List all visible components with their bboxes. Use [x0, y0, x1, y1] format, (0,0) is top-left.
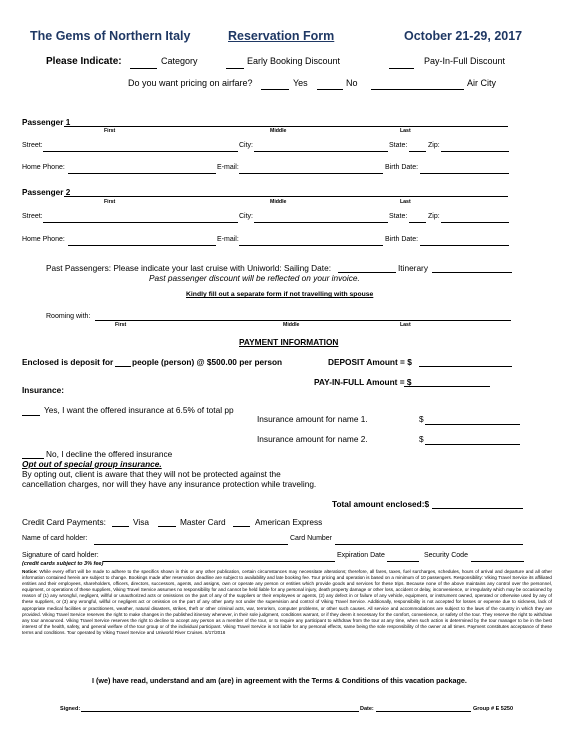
passenger2-zip-label: Zip:: [428, 213, 440, 220]
deposit-text-a: Enclosed is deposit for: [22, 357, 114, 367]
opt-out-desc-2: cancellation charges, nor will they have any insurance protection while traveling.: [22, 479, 317, 489]
credit-card-label: Credit Card Payments:: [22, 517, 106, 527]
card-signature-field[interactable]: [103, 551, 335, 562]
insurance-amount2-dollar: $: [419, 434, 424, 444]
notice-paragraph: [22, 569, 552, 636]
airfare-no-field[interactable]: [317, 79, 343, 90]
passenger1-middle-caption: Middle: [270, 128, 287, 134]
notice-label: Notice:: [22, 569, 38, 574]
total-enclosed-label: Total amount enclosed:$: [332, 499, 430, 509]
insurance-amount2-field[interactable]: [425, 434, 520, 445]
card-signature-label: Signature of card holder:: [22, 552, 99, 559]
mastercard-label: Master Card: [180, 517, 226, 527]
passenger2-email-field[interactable]: [239, 235, 383, 246]
passenger1-zip-field[interactable]: [441, 141, 509, 152]
amex-label: American Express: [255, 517, 323, 527]
early-booking-field[interactable]: [226, 58, 244, 69]
passenger2-phone-field[interactable]: [68, 235, 216, 246]
insurance-no-field[interactable]: [22, 448, 44, 459]
airfare-yes-label: Yes: [293, 78, 308, 88]
rooming-with-label: Rooming with:: [46, 313, 91, 320]
passenger1-email-field[interactable]: [239, 163, 383, 174]
visa-label: Visa: [133, 517, 149, 527]
pay-in-full-amount-label: PAY-IN-FULL Amount = $: [314, 377, 412, 387]
mastercard-field[interactable]: [158, 516, 176, 527]
card-number-field[interactable]: [335, 534, 523, 545]
passenger1-state-label: State:: [389, 142, 408, 149]
separate-form-note: Kindly fill out a separate form if not travelling with spouse: [186, 291, 374, 298]
passenger1-zip-label: Zip:: [428, 142, 440, 149]
visa-field[interactable]: [112, 516, 129, 527]
agreement-text: I (we) have read, understand and am (are) in agreement with the Terms & Conditions of this vacation package.: [92, 676, 467, 685]
card-surcharge-note: (credit cards subject to 3% fee): [22, 561, 104, 567]
passenger1-name-field[interactable]: [64, 116, 508, 127]
past-itinerary-field[interactable]: [432, 262, 512, 273]
opt-out-heading: Opt out of special group insurance.: [22, 459, 162, 469]
passenger2-street-field[interactable]: [43, 212, 238, 223]
air-city-field[interactable]: [371, 79, 464, 90]
airfare-question: Do you want pricing on airfare?: [128, 78, 253, 88]
passenger2-phone-label: Home Phone:: [22, 236, 65, 243]
passenger1-phone-label: Home Phone:: [22, 164, 65, 171]
pay-in-full-amount-field[interactable]: [404, 376, 490, 387]
passenger1-state-field[interactable]: [409, 141, 426, 152]
insurance-amount2-label: Insurance amount for name 2.: [257, 434, 368, 444]
passenger2-zip-field[interactable]: [441, 212, 509, 223]
notice-text: While every effort will be made to adhere to the specifics shown in this or any other publication, certain circumstances may necessitate alterations; therefore, all fares, taxes, fuel surcharges, schedules, hours of arrival and departure and all other information contained herein are subject to change. Bookings made after reservation deadline are subject to availability and late booking fee. Tour pricing and operation is based on a minimum of 10 passengers. Responsibility: Viking Travel Service its affiliated entities and their employees, shareholders, officers, directors, successors, agents, and assigns, own or operate any person or entities which provide goods and services for these trips. Because none of the above maintains any control over the personnel, equipment, or operations of these suppliers, Viking Travel Service assumes no responsibility for and cannot be held liable for any personal injury, death property damage or other loss, accident or delay, inconvenience, or irregularity which may be occasioned by reason of (1) any wrongful, negligent, willful or unauthorized acts or omissions on the part of any of the suppliers or their employees or agents, (2) any defect in or failure of any vehicle, equipment, or instrument owned, operated or otherwise used by any of these suppliers, or (3) any wrongful, willful or negligent act or omission on the part of any other party not under the supervision and control of Viking Travel Service. Additionally, responsibility is not accepted for losses or expense due to sickness, lack of appropriate medical facilities or practitioners, weather, natural disasters, strikes, theft or other criminal acts, war, terrorism, computer problems, or other such causes. All service and accommodations are subject to the laws of the country in which they are provided. Viking Travel Service reserves the right to make changes in the published itinerary whenever, in their sole judgment, conditions warrant, or if they deem it necessary for the comfort, convenience, or safety of the tour. They reserve the right to withdraw any tour announced. Viking Travel Service reserves the right to decline to accept any person as a member of the tour, or to require any participant to withdraw from the tour at any time, when such action is determined by the tour manager to be in the best interest of the health, safety, and general welfare of the tour group or of the individual participant. Viking Travel Service is not liable for any personal effects, same being the sole responsibility of the owner at all times. Payment constitutes acceptance of these terms and conditions. Tour operated by Viking Travel Service and Uniworld River Cruises. 5/17/2016: [22, 569, 552, 635]
passenger1-street-label: Street:: [22, 142, 43, 149]
passenger2-state-label: State:: [389, 213, 408, 220]
rooming-first-caption: First: [115, 322, 127, 328]
passenger1-city-field[interactable]: [254, 141, 388, 152]
category-label: Category: [161, 56, 198, 66]
insurance-no-text: No, I decline the offered insurance: [46, 449, 173, 459]
passenger2-email-label: E-mail:: [217, 236, 239, 243]
category-field[interactable]: [130, 58, 157, 69]
date-label: Date:: [360, 706, 374, 712]
payment-info-title: PAYMENT INFORMATION: [239, 337, 339, 347]
passenger2-first-caption: First: [104, 199, 116, 205]
airfare-yes-field[interactable]: [261, 79, 289, 90]
early-booking-label: Early Booking Discount: [247, 56, 341, 66]
deposit-people-field[interactable]: [115, 356, 131, 367]
insurance-amount1-label: Insurance amount for name 1.: [257, 414, 368, 424]
passenger1-street-field[interactable]: [43, 141, 238, 152]
airfare-no-label: No: [346, 78, 358, 88]
expiration-label: Expiration Date: [337, 552, 385, 559]
passenger2-middle-caption: Middle: [270, 199, 287, 205]
card-holder-name-field[interactable]: [94, 534, 288, 545]
passenger2-state-field[interactable]: [409, 212, 426, 223]
expiration-field[interactable]: [387, 551, 419, 562]
signed-field[interactable]: [81, 701, 359, 712]
tour-title: The Gems of Northern Italy: [30, 29, 191, 43]
passenger1-label: Passenger 1: [22, 118, 71, 127]
insurance-label: Insurance:: [22, 385, 64, 395]
amex-field[interactable]: [233, 516, 250, 527]
pay-in-full-field[interactable]: [389, 58, 414, 69]
passenger2-name-field[interactable]: [64, 186, 508, 197]
please-indicate-label: Please Indicate:: [46, 56, 122, 67]
group-number: Group # E 5250: [473, 706, 514, 712]
deposit-text-b: people (person) @ $500.00 per person: [132, 357, 283, 367]
passenger1-last-caption: Last: [400, 128, 411, 134]
security-code-field[interactable]: [471, 551, 524, 562]
signed-label: Signed:: [60, 706, 81, 712]
total-enclosed-field[interactable]: [432, 498, 523, 509]
passenger2-city-label: City:: [239, 213, 253, 220]
card-holder-name-label: Name of card holder:: [22, 535, 88, 542]
passenger2-city-field[interactable]: [254, 212, 388, 223]
insurance-amount1-dollar: $: [419, 414, 424, 424]
security-code-label: Security Code: [424, 552, 468, 559]
deposit-amount-field[interactable]: [419, 356, 512, 367]
card-number-label: Card Number: [290, 535, 333, 542]
passenger2-label: Passenger 2: [22, 188, 71, 197]
rooming-middle-caption: Middle: [283, 322, 300, 328]
passenger1-birthdate-field[interactable]: [420, 163, 509, 174]
passenger1-birthdate-label: Birth Date:: [385, 164, 419, 171]
passenger1-city-label: City:: [239, 142, 253, 149]
passenger2-birthdate-label: Birth Date:: [385, 236, 419, 243]
past-discount-note: Past passenger discount will be reflected on your invoice.: [149, 273, 360, 283]
passenger2-street-label: Street:: [22, 213, 43, 220]
passenger1-phone-field[interactable]: [68, 163, 216, 174]
insurance-amount1-field[interactable]: [425, 414, 520, 425]
pay-in-full-label: Pay-In-Full Discount: [424, 56, 506, 66]
past-passengers-text: Past Passengers: Please indicate your last cruise with Uniworld: Sailing Date:: [46, 263, 331, 273]
rooming-last-caption: Last: [400, 322, 411, 328]
passenger2-birthdate-field[interactable]: [420, 235, 509, 246]
past-sailing-date-field[interactable]: [338, 262, 396, 273]
air-city-label: Air City: [467, 78, 496, 88]
form-title: Reservation Form: [228, 29, 335, 43]
tour-dates: October 21-29, 2017: [404, 29, 523, 43]
itinerary-label: Itinerary: [398, 263, 428, 273]
deposit-amount-label: DEPOSIT Amount = $: [328, 357, 412, 367]
date-field[interactable]: [376, 701, 471, 712]
passenger1-email-label: E-mail:: [217, 164, 239, 171]
insurance-yes-text: Yes, I want the offered insurance at 6.5% of total pp: [44, 405, 234, 415]
insurance-yes-field[interactable]: [22, 405, 40, 416]
passenger1-first-caption: First: [104, 128, 116, 134]
opt-out-desc-1: By opting out, client is aware that they will not be protected against the: [22, 469, 281, 479]
rooming-with-field[interactable]: [95, 310, 511, 321]
passenger2-last-caption: Last: [400, 199, 411, 205]
